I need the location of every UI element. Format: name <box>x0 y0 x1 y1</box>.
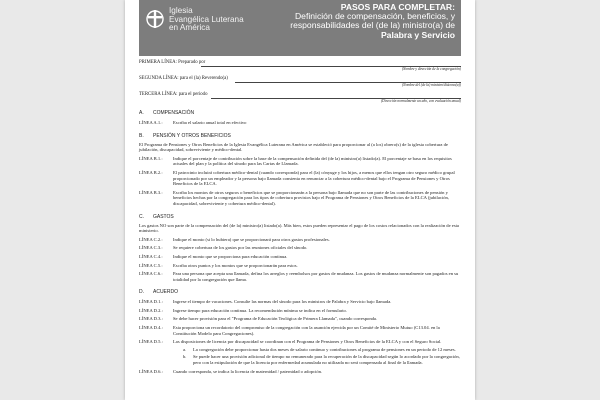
line1-field <box>139 58 461 69</box>
section-letter: A. <box>139 110 144 116</box>
document-page <box>125 0 475 400</box>
line-text: Cuando corresponda, se indica la licencia de maternidad / paternidad o adopción. <box>173 368 323 374</box>
line-key: LÍNEA B.2.: <box>139 169 163 175</box>
document-title <box>255 3 455 40</box>
document-header <box>139 0 461 56</box>
line-key: LÍNEA B.1.: <box>139 155 163 161</box>
list-item <box>139 245 461 251</box>
line-text: Ingrese el tiempo de vacaciones. Consulte las normas del sínodo para los ministros de Palabra y Servicio bajo llamada. <box>173 299 392 305</box>
section-title: GASTOS <box>153 213 174 220</box>
line-key: LÍNEA D.2.: <box>139 307 163 313</box>
line2-label: SEGUNDA LÍNEA: para el (la) Reverendo(a) <box>139 76 228 81</box>
line-key: LÍNEA C.2.: <box>139 236 163 242</box>
line1-caption: (Nombre y dirección de la congregación) <box>401 67 461 71</box>
list-item <box>139 299 461 305</box>
section-a-heading <box>139 110 461 117</box>
line-text: Se debe hacer provisión para el "Programa de Educación Teológica de Primera Llamada", cuando corresponda. <box>173 316 378 322</box>
list-item <box>139 369 461 375</box>
sub-item <box>183 354 461 365</box>
line-text: Escriba los montos de otros seguros o beneficios que se proporcionarán a la persona bajo llamada que no son parte de las contribuciones de pensión y beneficios hechas por la congregación para los tipos de cobertura provistos bajo el Programa de Pensiones y Otros Beneficios de la ELCA (jubilación, discapacidad, sobreviviente y cobertura médico-dental). <box>173 189 449 206</box>
title-line: PASOS PARA COMPLETAR: <box>340 2 455 12</box>
list-item <box>139 156 461 167</box>
line3-label: TERCERA LÍNEA: para el periodo <box>139 92 208 97</box>
section-title: ACUERDO <box>153 289 179 296</box>
list-item <box>139 190 461 207</box>
list-item <box>139 263 461 269</box>
list-item <box>139 170 461 187</box>
list-item <box>139 316 461 322</box>
line2-caption: (Nombre del (de la) ministro/diácono(a)) <box>401 83 461 87</box>
line-text: Se requiere cobertura de los gastos por las reuniones oficiales del sínodo. <box>173 245 308 251</box>
line-text: Ingrese tiempo para educación continua. La recomendación mínima se indica en el formulario. <box>173 307 347 313</box>
line-text: Escriba otros puntos y los montos que se proporcionarán para estos. <box>173 262 298 268</box>
list-item <box>139 120 461 126</box>
section-d-heading <box>139 289 461 296</box>
section-c-heading <box>139 214 461 221</box>
line-key: LÍNEA D.4.: <box>139 325 163 331</box>
brand-line: Iglesia <box>169 6 193 15</box>
section-title: COMPENSACIÓN <box>153 110 195 116</box>
line-key: LÍNEA D.6.: <box>139 368 163 374</box>
line3-field <box>139 90 461 101</box>
line-text: El patrocinio incluirá cobertura médico-dental (cuando corresponda) para el (la) cónyuge y los hijos, a menos que ellos tengan otro seguro médico grupal proporcionado por un empleador y la persona bajo llamada consienta en renunciar a la cobertura médico-dental bajo el Programa de Pensiones y Otros Beneficios de la ELCA. <box>173 169 455 187</box>
line-text: Escriba el salario anual total en efectivo <box>173 120 247 125</box>
sub-text: La congregación debe proporcionar hasta dos meses de salario continuo y contribuciones al programa de pensiones en un periodo de 12 meses. <box>193 346 456 352</box>
line-text: Las disposiciones de licencia por discapacidad se coordinan con el Programa de Pensiones y Otros Beneficios de la ELCA y con el Seguro Social. <box>173 339 442 345</box>
document-body <box>139 58 461 374</box>
list-item <box>139 339 461 345</box>
line2-field <box>139 74 461 85</box>
line-key: LÍNEA C.6.: <box>139 271 163 277</box>
line-key: LÍNEA C.5.: <box>139 262 163 268</box>
line1-label: PRIMERA LÍNEA: Preparado por <box>139 60 206 65</box>
brand-line: Evangélica Luterana <box>169 14 244 24</box>
line-key: LÍNEA D.3.: <box>139 316 163 322</box>
brand-line: en América <box>169 23 210 33</box>
line-key: LÍNEA C.4.: <box>139 253 163 259</box>
line3-caption: (Dirección normalmente un año, con evaluación anual) <box>380 99 461 103</box>
list-item <box>139 254 461 260</box>
line-text: Para una persona que acepta una llamada, defina los arreglos y reembolsos por gastos de mudanza. Los gastos de mudanza normalmente son pagados en su totalidad por la congregación que llama. <box>173 271 459 282</box>
line-key: LÍNEA C.3.: <box>139 245 163 251</box>
section-letter: C. <box>139 213 144 220</box>
line-text: Indique el monto que se proporciona para educación continua. <box>173 253 288 259</box>
sub-key: a. <box>183 346 187 352</box>
list-item <box>139 308 461 314</box>
line-key: LÍNEA B.3.: <box>139 189 163 195</box>
line-key: LÍNEA A.1.: <box>139 120 163 125</box>
list-item <box>139 237 461 243</box>
section-letter: B. <box>139 132 144 139</box>
title-line: responsabilidades del (de la) ministro(a) de <box>290 20 455 31</box>
section-b-intro: El Programa de Pensiones y Otros Beneficios de la Iglesia Evangélica Luterana en América se estableció para proporcionar al (a los) obrero(s) de la iglesia cobertura de jubilación, discapacidad, sobreviviente y médico-dental. <box>139 141 448 153</box>
line-text: Indique el porcentaje de contribución sobre la base de la compensación definida del (de la) ministro(a) listado(a). El porcentaje se basa en los requisitos actuales del plan y la política del sínodo para las Cartas de Llamada. <box>173 155 452 167</box>
line-key: LÍNEA D.1.: <box>139 299 163 305</box>
elca-cross-logo-icon <box>145 8 165 30</box>
section-title: PENSIÓN Y OTROS BENEFICIOS <box>153 132 231 139</box>
sub-key: b. <box>183 354 187 360</box>
list-item <box>139 325 461 336</box>
title-line: Palabra y Servicio <box>380 29 455 40</box>
brand-name <box>169 7 244 33</box>
sub-text: Se puede hacer una provisión adicional de tiempo no remunerado para la recuperación de la discapacidad según lo acordado por la congregación, pero con la estipulación de que la licencia por enfermedad acumulada no utilizada no será compensada al final de la llamada. <box>193 354 460 366</box>
title-line: Definición de compensación, beneficios, y <box>294 11 455 22</box>
line-key: LÍNEA D.5.: <box>139 339 163 345</box>
line-text: Esta proporciona un recordatorio del compromiso de la congregación con la asunción ejercida por un Comité de Ministerio Mutuo (C13.04. en la Constitución Modelo para Congregaciones). <box>173 325 440 336</box>
section-letter: D. <box>139 289 144 296</box>
section-c-intro: Los gastos NO son parte de la compensación del (de la) ministro(a) listado(a). Más bien, estos pueden representar el pago de los costos relacionados con la realización de esta ministerio. <box>139 222 459 234</box>
list-item <box>139 271 461 282</box>
line-text: Indique el monto (si lo hubiera) que se proporcionará para otros gastos profesionales. <box>173 236 330 242</box>
sub-item <box>183 347 461 353</box>
section-b-heading <box>139 133 461 140</box>
